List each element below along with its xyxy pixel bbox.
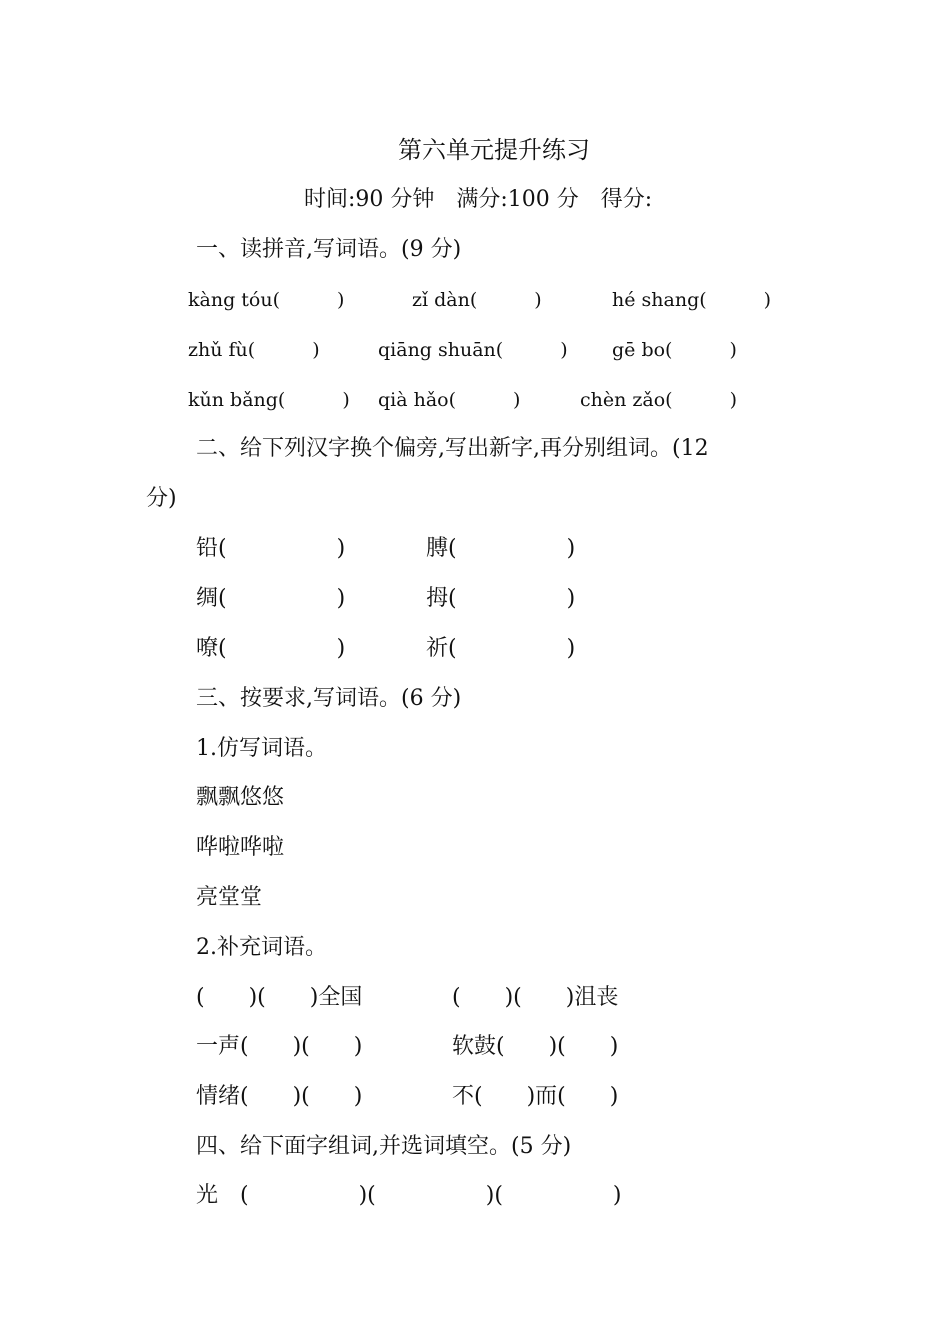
pinyin-item: zhǔ fù( ) bbox=[188, 339, 320, 361]
radical-item: 绸( ) bbox=[196, 586, 346, 611]
fill-item: 不( )而( ) bbox=[452, 1084, 619, 1109]
pinyin-item: zǐ dàn( ) bbox=[412, 289, 542, 311]
pinyin-item: hé shang( ) bbox=[612, 289, 772, 311]
section2-heading-cont: 分) bbox=[146, 486, 177, 511]
fill-item: 软鼓( )( ) bbox=[452, 1034, 619, 1059]
fill-item: 一声( )( ) bbox=[196, 1034, 363, 1059]
pinyin-item: gē bo( ) bbox=[612, 339, 737, 361]
section1-heading: 一、读拼音,写词语。(9 分) bbox=[196, 237, 462, 262]
pinyin-item: qiāng shuān( ) bbox=[378, 339, 568, 361]
word-building-row: 光 ( )( )( ) bbox=[196, 1183, 622, 1208]
example-word: 飘飘悠悠 bbox=[196, 785, 285, 810]
exam-info: 时间:90 分钟 满分:100 分 得分: bbox=[304, 187, 653, 212]
fill-item: 情绪( )( ) bbox=[196, 1084, 363, 1109]
section4-heading: 四、给下面字组词,并选词填空。(5 分) bbox=[196, 1134, 572, 1159]
page-title: 第六单元提升练习 bbox=[398, 136, 590, 164]
pinyin-item: kǔn bǎng( ) bbox=[188, 389, 350, 411]
radical-item: 嘹( ) bbox=[196, 636, 346, 661]
radical-item: 铅( ) bbox=[196, 536, 346, 561]
radical-item: 拇( ) bbox=[426, 586, 576, 611]
part2-label: 2.补充词语。 bbox=[196, 935, 327, 960]
part1-label: 1.仿写词语。 bbox=[196, 736, 327, 761]
section2-heading: 二、给下列汉字换个偏旁,写出新字,再分别组词。(12 bbox=[196, 436, 709, 461]
radical-item: 膊( ) bbox=[426, 536, 576, 561]
pinyin-item: kàng tóu( ) bbox=[188, 289, 345, 311]
example-word: 亮堂堂 bbox=[196, 885, 263, 910]
section3-heading: 三、按要求,写词语。(6 分) bbox=[196, 686, 462, 711]
pinyin-item: chèn zǎo( ) bbox=[580, 389, 738, 411]
fill-item: ( )( )全国 bbox=[196, 985, 363, 1010]
example-word: 哗啦哗啦 bbox=[196, 835, 285, 860]
pinyin-item: qià hǎo( ) bbox=[378, 389, 521, 411]
fill-item: ( )( )沮丧 bbox=[452, 985, 619, 1010]
radical-item: 祈( ) bbox=[426, 636, 576, 661]
